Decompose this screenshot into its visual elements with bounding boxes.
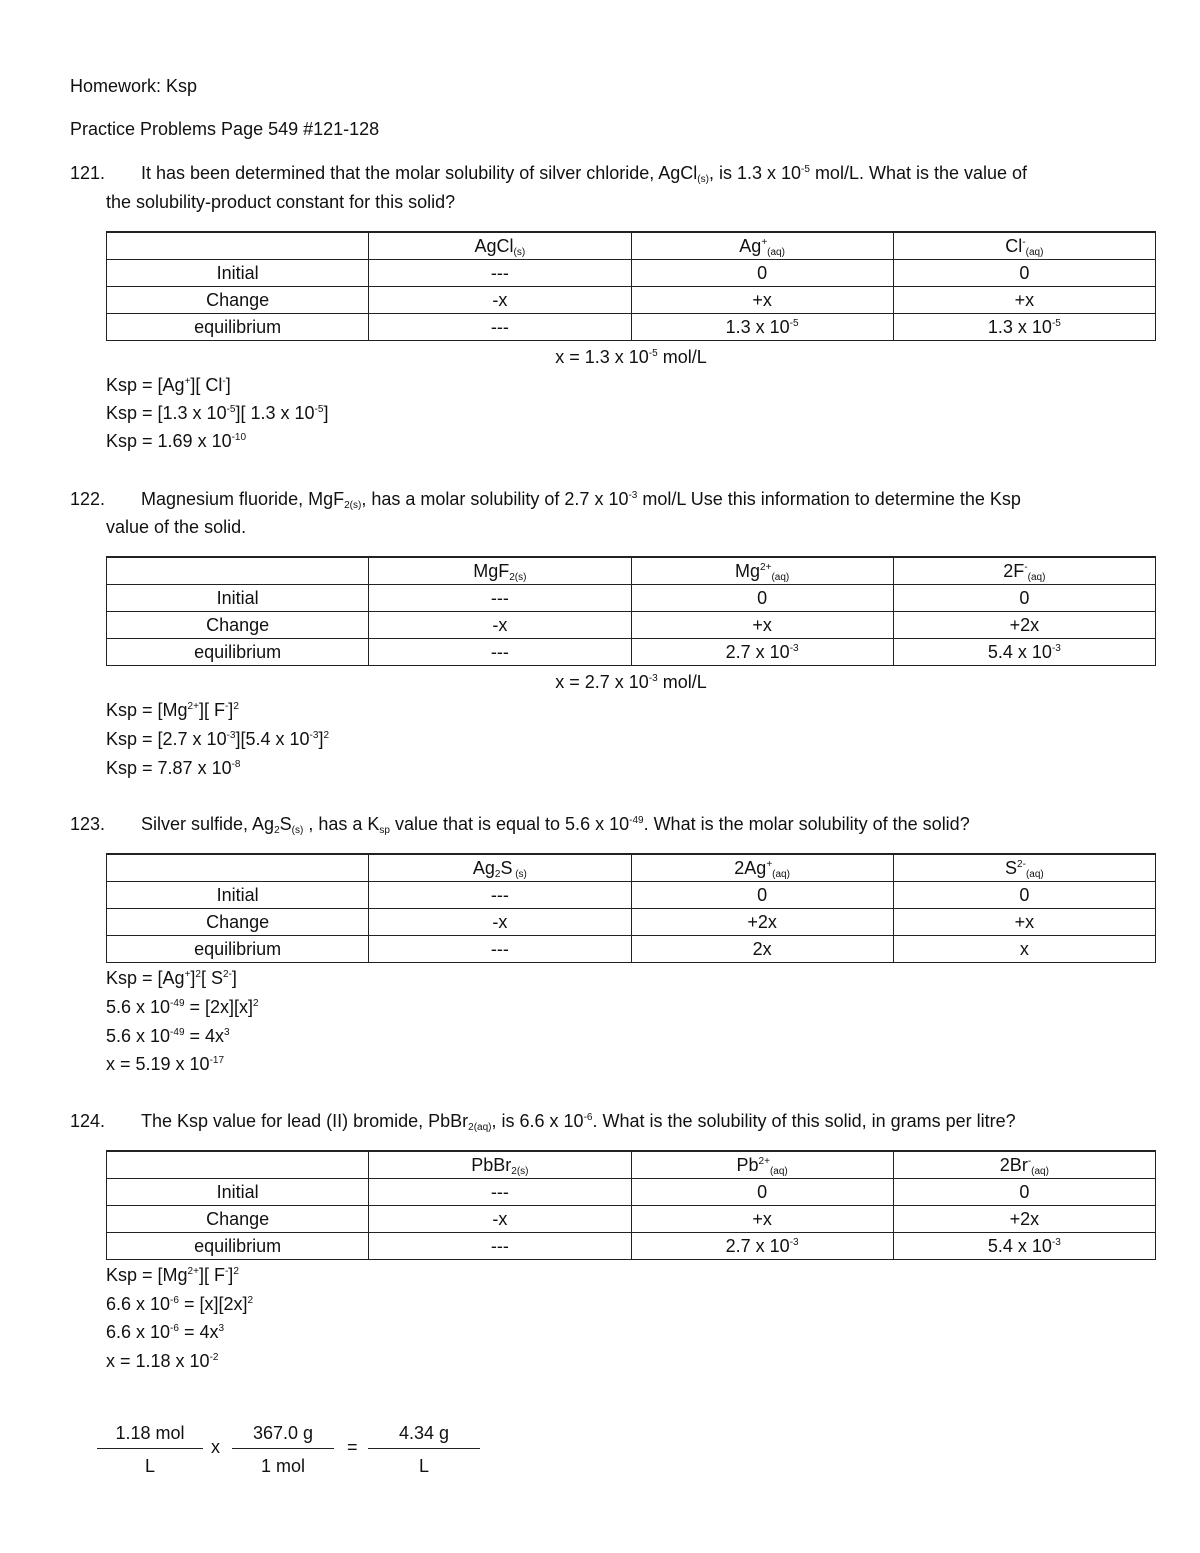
table-row: Change -x +2x +x	[107, 909, 1156, 936]
ksp-expression: Ksp = $[Mg^{2+}]$[ F-]$^2$	[106, 700, 239, 720]
problem-121-line2: the solubility-product constant for this solid?	[106, 192, 456, 212]
table-row: Initial --- 0 0	[107, 585, 1156, 612]
table-header-row: MgF$_{2(s)}$ $Mg^{2+}_{(aq)}$ $2F^-_{(aq)}$	[107, 557, 1156, 585]
ksp-result: Ksp = 1.69 x $10^{-10}$	[106, 431, 247, 451]
problem-number: 123.	[70, 814, 106, 834]
table-row: equilibrium --- 1.3 x $10^{-5}$ 1.3 x $10^{-5}$	[107, 314, 1156, 341]
x-value-121: x = 1.3 x $10^{-5}$ mol/L	[555, 347, 707, 367]
table-row: Change -x +x +2x	[107, 612, 1156, 639]
ice-table-122	[106, 556, 1156, 666]
fraction-molar-mass: 367.0 g 1 mol	[232, 1422, 334, 1477]
x-result: x = 1.18 x $10^{-2}$	[106, 1351, 219, 1371]
fraction-moles: 1.18 mol L	[97, 1422, 203, 1477]
table-row: Initial --- 0 0	[107, 882, 1156, 909]
ksp-substitution: Ksp = [2.7 x $10^{-3}][5.4$ x $10^{-3}]^2$	[106, 729, 330, 749]
table-row: Initial --- 0 0	[107, 1179, 1156, 1206]
problem-122-line2: value of the solid.	[106, 517, 247, 537]
table-header-row: $Ag_2S$ $_{(s)}$ $2Ag^+_{(aq)}$ $S^{2-}_{(aq)}$	[107, 854, 1156, 882]
ksp-substitution: Ksp = [1.3 x $10^{-5}$][ 1.3 x $10^{-5}$]	[106, 403, 329, 423]
ksp-result: Ksp = 7.87 x $10^{-8}$	[106, 758, 241, 778]
table-row: Change -x +x +2x	[107, 1206, 1156, 1233]
ice-table-124	[106, 1150, 1156, 1260]
ksp-expression: Ksp = $[Mg^{2+}]$[ F-]$^2$	[106, 1265, 239, 1285]
ksp-simplified: 5.6 x $10^{-49} = 4x^3$	[106, 1026, 230, 1046]
ksp-substitution: 6.6 x $10^{-6} = [x][2x]^2$	[106, 1294, 254, 1314]
ice-table-123	[106, 853, 1156, 963]
problem-number: 122.	[70, 489, 106, 509]
ice-table-121	[106, 231, 1156, 341]
x-result: x = 5.19 x $10^{-17}$	[106, 1054, 225, 1074]
ksp-substitution: 5.6 x $10^{-49} = [2x][x]^2$	[106, 997, 259, 1017]
table-header-row: PbBr$_{2(s)}$ $Pb^{2+}_{(aq)}$ $2Br^-_{(aq)}$	[107, 1151, 1156, 1179]
table-row: equilibrium --- 2.7 x $10^{-3}$ 5.4 x $10^{-3}$	[107, 639, 1156, 666]
ksp-expression: Ksp = $[Ag^+]^2$[ $S^{2-}$]	[106, 968, 237, 988]
problem-number: 124.	[70, 1111, 106, 1131]
ksp-simplified: 6.6 x $10^{-6} = 4x^3$	[106, 1322, 225, 1342]
table-header-row: AgCl$_{(s)}$ $Ag^+_{(aq)}$ $Cl^-_{(aq)}$	[107, 232, 1156, 260]
document-page: Homework: Ksp Practice Problems Page 549 #121-128 121. It has been determined that the molar solubility of silver chloride, AgCl$_{(s)}$, is 1.3 x $10^{-5}$ mol/L. What is the value of the solubility-product constant for this solid? AgCl$_{(s)}$ $Ag^+_{(aq)}$ $Cl^-_{(aq)}$ Initial --- 0 0 Change -x +x +x equilibrium --- 1.3 x $10^{-5}$ 1.3 x $10^{-5}$ x = 1.3 x $10^{-5}$ mol/L Ksp = [Ag+][ Cl-] Ksp = [1.3 x $10^{-5}$][ 1.3 x $10^{-5}$] Ksp = 1.69 x $10^{-10}$ 122. Magnesium fluoride, MgF$_{2(s)}$, has a molar solubility of 2.7 x $10^{-3}$ mol/L Use this information to determine the Ksp value of the solid. MgF$_{2(s)}$ $Mg^{2+}_{(aq)}$ $2F^-_{(aq)}$ Initial --- 0 0 Change -x +x +2x equilibrium --- 2.7 x $10^{-3}$ 5.4 x $10^{-3}$ x = 2.7 x $10^{-3}$ mol/L Ksp = $[Mg^{2+}]$[ F-]$^2$ Ksp = [2.7 x $10^{-3}][5.4$ x $10^{-3}]^2$ Ksp = 7.87 x $10^{-8}$ 123. Silver sulfide, $Ag_2S_{(s)}$ , has a $K_{sp}$ value that is equal to 5.6 x $10^{-49}$. What is the molar solubility of the solid? $Ag_2S$ $_{(s)}$ $2Ag^+_{(aq)}$ $S^{2-}_{(aq)}$ Initial --- 0 0 Change -x +2x +x equilibrium --- 2x x Ksp = $[Ag^+]^2$[ $S^{2-}$] 5.6 x $10^{-49} = [2x][x]^2$ 5.6 x $10^{-49} = 4x^3$ x = 5.19 x $10^{-17}$ 124. The Ksp value for lead (II) bromide, PbBr$_{2(aq)}$, is 6.6 x $10^{-6}$. What is the solubility of this solid, in grams per litre? PbBr$_{2(s)}$ $Pb^{2+}_{(aq)}$ $2Br^-_{(aq)}$ Initial --- 0 0 Change -x +x +2x equilibrium --- 2.7 x $10^{-3}$ 5.4 x $10^{-3}$ Ksp = $[Mg^{2+}]$[ F-]$^2$ 6.6 x $10^{-6} = [x][2x]^2$ 6.6 x $10^{-6} = 4x^3$ x = 1.18 x $10^{-2}$ 1.18 mol L x 367.0 g 1 mol = $\frac{4.34 g}{L}$	[0, 0, 1200, 1553]
problem-number: 121.	[70, 163, 106, 183]
table-row: equilibrium --- 2x x	[107, 936, 1156, 963]
table-row: Initial --- 0 0	[107, 260, 1156, 287]
equals-sign: =	[347, 1437, 358, 1457]
fraction-result: $\frac{4.34 g}{L}$	[368, 1422, 480, 1477]
ksp-expression: Ksp = [Ag+][ Cl-]	[106, 375, 231, 395]
table-row: Change -x +x +x	[107, 287, 1156, 314]
x-value-122: x = 2.7 x $10^{-3}$ mol/L	[555, 672, 707, 692]
homework-title: Homework: Ksp	[70, 76, 198, 96]
table-row: equilibrium --- 2.7 x $10^{-3}$ 5.4 x $10^{-3}$	[107, 1233, 1156, 1260]
practice-subtitle: Practice Problems Page 549 #121-128	[70, 119, 380, 139]
multiply-sign: x	[211, 1437, 220, 1457]
